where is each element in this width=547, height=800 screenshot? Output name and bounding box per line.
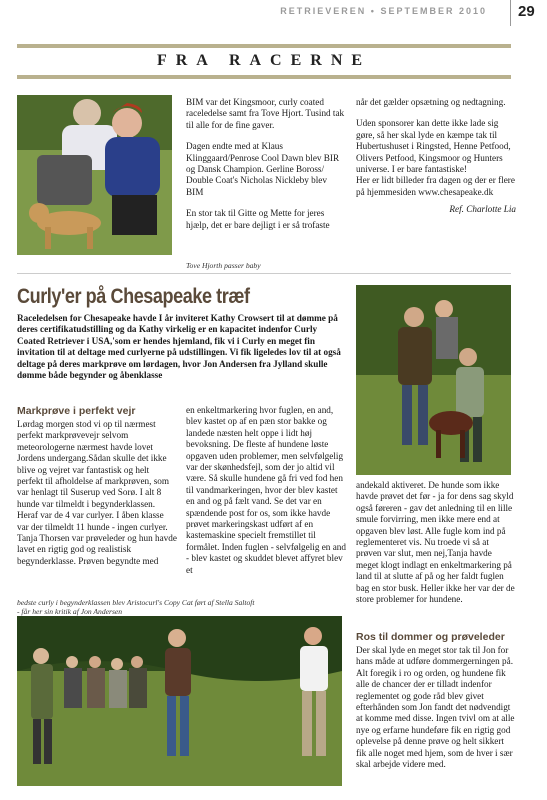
photo-caption: Tove Hjorth passer baby xyxy=(186,261,261,270)
section-title: FRA RACERNE xyxy=(156,52,372,69)
paragraph: Der skal lyde en meget stor tak til Jon for hans måde at udføre dommergerningen på. Alt foregik i ro og orden, og hundene fik alle de chancer der er tilladt indenfor reglementet og gode råd blev givet efterhånden som Jon fandt det nødvendigt at komme med disse. Ingen tvivl om at alle nye og erfarne hundeføre fik en rigtig god oplevelse på denne prøve og helt sikkert fik alle noget med hjem, som de hver i sær skal arbejde videre med. xyxy=(356,645,515,770)
page-number: 29 xyxy=(518,3,535,20)
paragraph: En stor tak til Gitte og Mette for jeres hjælp, det er bare dejligt i er så trofaste xyxy=(186,208,330,230)
paragraph: Tanja Thorsen var prøveleder og hun havde lavet en rigtig god og realistisk begynderklasse. Prøven begyndte med xyxy=(17,533,177,566)
paragraph: BIM var det Kingsmoor, curly coated raceledelse samt fra Tove Hjort. Tusind tak til alle for de fine gaver. xyxy=(186,97,345,130)
paragraph: Lørdag morgen stod vi op til nærmest perfekt markprøvevejr selvom meteorologerne nærmest havde lovet Jordens undergang.Sådan skulle det ikke blive og vejret var fantastisk og helt perfekt til afholdelse af markprøven, som var henlagt til Suserup ved Sorø. I alt 8 hunde var tilmeldt i begynderklassen. Heraf var de 4 var curlyer. I åben klasse var der tilmeldt 11 hunde - ingen curlyer. xyxy=(17,419,170,532)
top-article-column-3 xyxy=(356,97,516,216)
section-rule-bottom xyxy=(17,75,511,79)
main-article-column-1 xyxy=(17,419,177,567)
subheading-thanks: Ros til dommer og prøveleder xyxy=(356,631,505,643)
magazine-issue: RETRIEVEREN • SEPTEMBER 2010 xyxy=(280,6,487,16)
header-divider xyxy=(510,0,511,26)
main-article-column-3-continued xyxy=(356,645,516,770)
paragraph: Uden sponsorer kan dette ikke lade sig gøre, så her skal lyde en kæmpe tak til Hubertushuset i Ringsted, Henne Petfood, Olivers Petfood, Kingsmoor og Hunters universe. I er bare fantastiske! xyxy=(356,118,511,175)
main-article-column-2 xyxy=(186,405,346,576)
paragraph: når det gælder opsætning og nedtagning. xyxy=(356,97,506,107)
photo-woman-with-puppy xyxy=(17,95,172,255)
photo-caption: bedste curly i begynderklassen blev Aristocurl's Copy Cat ført af Stella Saltoft - får her sin kritik af Jon Andersen xyxy=(17,598,255,616)
main-article-column-3 xyxy=(356,480,516,605)
divider xyxy=(17,273,511,274)
paragraph: andekald aktiveret. De hunde som ikke havde prøvet det før - ja for dens sag skyld også føreren - gav det anledning til en lille smule forvirring, men ikke mere end at opgaven blev løst. Alle fugle kom ind på reglementeret vis. Nu troede vi så at prøven var slut, men nej,Tanja havde meget klogt indlagt en enkeltmarkering på land til at slutte af på og her faldt fuglen bag en stor busk. Heller ikke her var der de store problemer for hundene. xyxy=(356,480,515,605)
article-headline: Curly'er på Chesapeake træf xyxy=(17,285,250,308)
paragraph: Dagen endte med at Klaus Klinggaard/Penrose Cool Dawn blev BIR og Dansk Champion. Gerline Boross/ Double Coat's Nicholas Nickleby blev BIM xyxy=(186,141,340,197)
photo-field-trial-group xyxy=(17,616,342,786)
article-lead: Raceledelsen for Chesapeake havde I år inviteret Kathy Crowsert til at dømme på deres certifikatudstilling og da Kathy virkelig er en kapacitet indenfor Curly Coated Retriever i USA,'som er hendes hjemland, fik vi i Curly en meget fin invitation til at deltage med curlyerne på udstillingen. Vi fik ligeledes lov til at også deltage på deres markprøve om lørdagen, hvor Jon Andersen fra Jylland skulle dømme både begynder og åbenklasse xyxy=(17,313,341,381)
signature: Ref. Charlotte Lia xyxy=(449,204,516,215)
photo-judging-dog xyxy=(356,285,511,475)
subheading-field-trial: Markprøve i perfekt vejr xyxy=(17,405,136,417)
section-rule-top xyxy=(17,44,511,48)
top-article-column-2 xyxy=(186,97,346,231)
paragraph: en enkeltmarkering hvor fuglen, en and, blev kastet op af en pæn stor bakke og landede næsten helt oppe i lidt høj bevoksning. De fleste af hundene løste opgaven uden problemer, men selvfølgelig var der skønhedsfejl, som der jo altid vil være. Så skulle hundene gå fri ved fod hen til vandmarkeringen, hvor der blev kastet en and og på fælt vand. Se det var en spændende post for os, som ikke havde prøvet markeringskast udført af en kastemaskine specielt fremstillet til formålet. Inden fuglen - selvfølgelig en and - blev kastet og skuddet blevet affyret blev et xyxy=(186,405,346,575)
paragraph: Her er lidt billeder fra dagen og der er flere på hjemmesiden www.chesapeake.dk xyxy=(356,175,515,197)
